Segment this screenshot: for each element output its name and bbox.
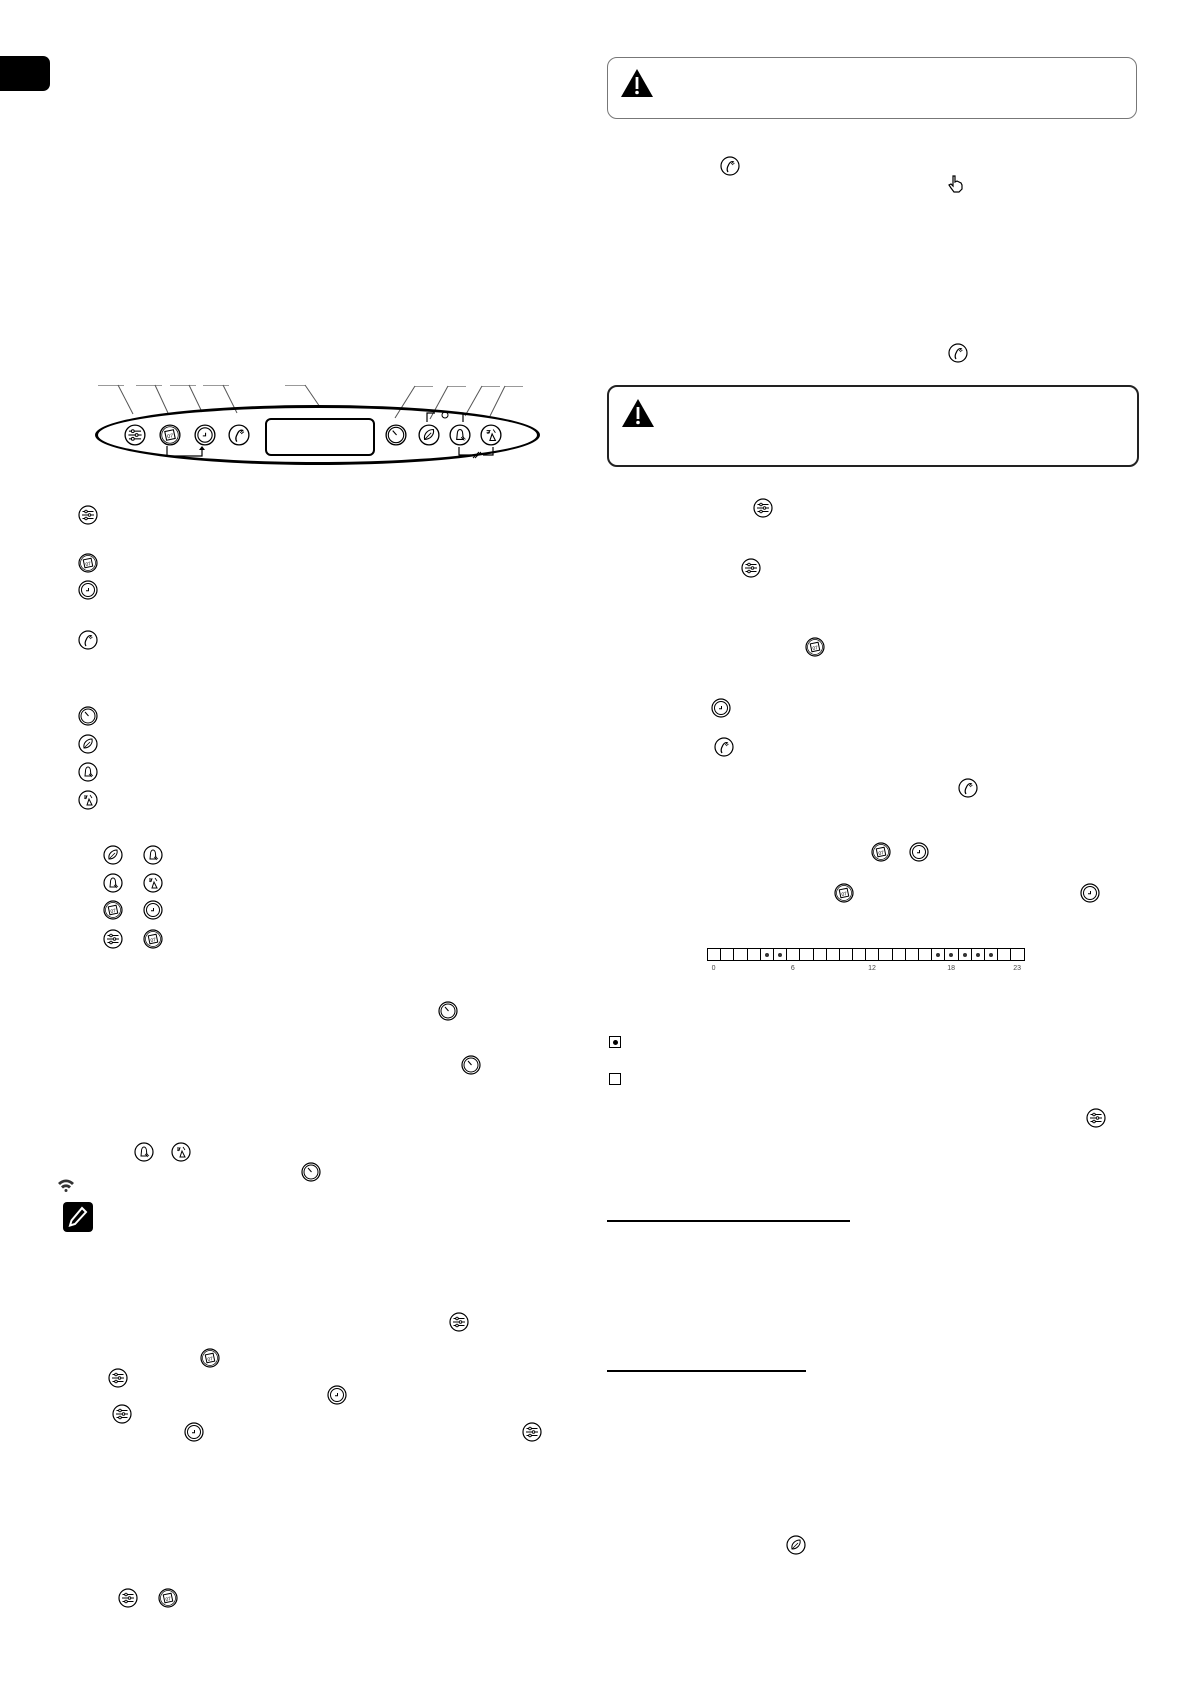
hour-cell <box>853 948 866 961</box>
wifi-icon <box>57 1178 75 1192</box>
panel-clock-button[interactable] <box>194 424 216 446</box>
active-hour-dot <box>963 953 967 957</box>
sliders-icon <box>78 505 98 525</box>
hour-cell <box>879 948 892 961</box>
leaf-icon <box>103 845 123 865</box>
hour-cell <box>893 948 906 961</box>
clock-icon <box>78 580 98 600</box>
shower-icon <box>714 737 734 757</box>
sliders-icon <box>118 1588 138 1608</box>
panel-boost-button[interactable] <box>449 424 471 446</box>
hour-cell <box>1011 948 1024 961</box>
warning-box-1 <box>607 57 1137 119</box>
clock-icon <box>909 842 929 862</box>
active-hour-dot <box>765 953 769 957</box>
bell-heat-icon <box>78 762 98 782</box>
sliders-icon <box>741 558 761 578</box>
panel-settings-button[interactable] <box>124 424 146 446</box>
section-underline <box>607 1220 850 1222</box>
hour-label: 12 <box>868 965 876 972</box>
calendar-icon <box>143 929 163 949</box>
clock-icon <box>184 1422 204 1442</box>
power-dial-icon <box>301 1162 321 1182</box>
calendar-icon <box>200 1348 220 1368</box>
calendar-icon <box>103 900 123 920</box>
active-hour-dot <box>778 953 782 957</box>
active-hour-dot <box>949 953 953 957</box>
active-hour-dot <box>936 953 940 957</box>
hour-cell <box>761 948 774 961</box>
shower-icon <box>78 630 98 650</box>
hour-cell <box>985 948 998 961</box>
anti-legionella-icon <box>143 873 163 893</box>
leaf-icon <box>78 734 98 754</box>
hour-cell <box>906 948 919 961</box>
hour-label: 23 <box>1013 965 1022 972</box>
hour-cell <box>932 948 945 961</box>
panel-power-button[interactable] <box>385 424 407 446</box>
hour-cell <box>866 948 879 961</box>
hour-cell <box>972 948 985 961</box>
sliders-icon <box>112 1404 132 1424</box>
active-hour-dot <box>989 953 993 957</box>
anti-legionella-icon <box>171 1142 191 1162</box>
combo-bracket-arrow <box>165 446 210 460</box>
hour-cell <box>814 948 827 961</box>
calendar-icon <box>834 883 854 903</box>
active-hour-dot <box>976 953 980 957</box>
hour-cell <box>959 948 972 961</box>
clock-icon <box>327 1385 347 1405</box>
bell-heat-icon <box>103 873 123 893</box>
hour-cell <box>774 948 787 961</box>
calendar-icon <box>158 1588 178 1608</box>
calendar-icon <box>805 637 825 657</box>
sliders-icon <box>1086 1108 1106 1128</box>
section-underline <box>607 1370 806 1372</box>
bell-heat-icon <box>134 1142 154 1162</box>
hour-cell <box>840 948 853 961</box>
hour-schedule-grid <box>707 948 1025 961</box>
shower-icon <box>958 778 978 798</box>
hour-cell <box>919 948 932 961</box>
warning-triangle-icon <box>621 398 655 428</box>
hour-cell <box>945 948 958 961</box>
hour-cell <box>998 948 1011 961</box>
shower-icon <box>948 343 968 363</box>
hour-label: 18 <box>947 965 956 972</box>
hour-label: 6 <box>790 965 795 972</box>
hour-cell <box>734 948 747 961</box>
leaf-icon <box>786 1535 806 1555</box>
legend-inactive-box <box>609 1073 621 1085</box>
panel-antilegionella-button[interactable] <box>480 424 502 446</box>
sliders-icon <box>108 1368 128 1388</box>
hour-label: 0 <box>711 965 716 972</box>
power-dial-icon <box>78 706 98 726</box>
sliders-icon <box>103 929 123 949</box>
language-tab <box>0 56 50 91</box>
clock-icon <box>1080 883 1100 903</box>
sliders-icon <box>522 1422 542 1442</box>
hour-cell <box>787 948 800 961</box>
warning-box-2 <box>607 385 1139 467</box>
hour-cell <box>800 948 813 961</box>
bell-heat-icon <box>143 845 163 865</box>
hand-pointer-icon <box>948 175 964 193</box>
hour-cell <box>721 948 734 961</box>
shower-icon <box>720 156 740 176</box>
panel-eco-button[interactable] <box>418 424 440 446</box>
hour-cell <box>827 948 840 961</box>
sliders-icon <box>753 498 773 518</box>
power-dial-icon <box>438 1001 458 1021</box>
sliders-icon <box>449 1312 469 1332</box>
power-dial-icon <box>461 1055 481 1075</box>
panel-calendar-button[interactable] <box>159 424 181 446</box>
warning-triangle-icon <box>620 68 654 98</box>
panel-shower-button[interactable] <box>228 424 250 446</box>
calendar-icon <box>871 842 891 862</box>
legend-active-box <box>609 1036 621 1048</box>
combo-bracket-wifi <box>457 447 497 461</box>
calendar-icon <box>78 553 98 573</box>
lcd-display <box>265 418 375 456</box>
note-pencil-icon <box>63 1202 93 1232</box>
clock-icon <box>711 698 731 718</box>
hour-cell <box>748 948 761 961</box>
anti-legionella-icon <box>78 790 98 810</box>
combo-bracket-lock <box>425 410 470 424</box>
hour-cell <box>708 948 721 961</box>
clock-icon <box>143 900 163 920</box>
